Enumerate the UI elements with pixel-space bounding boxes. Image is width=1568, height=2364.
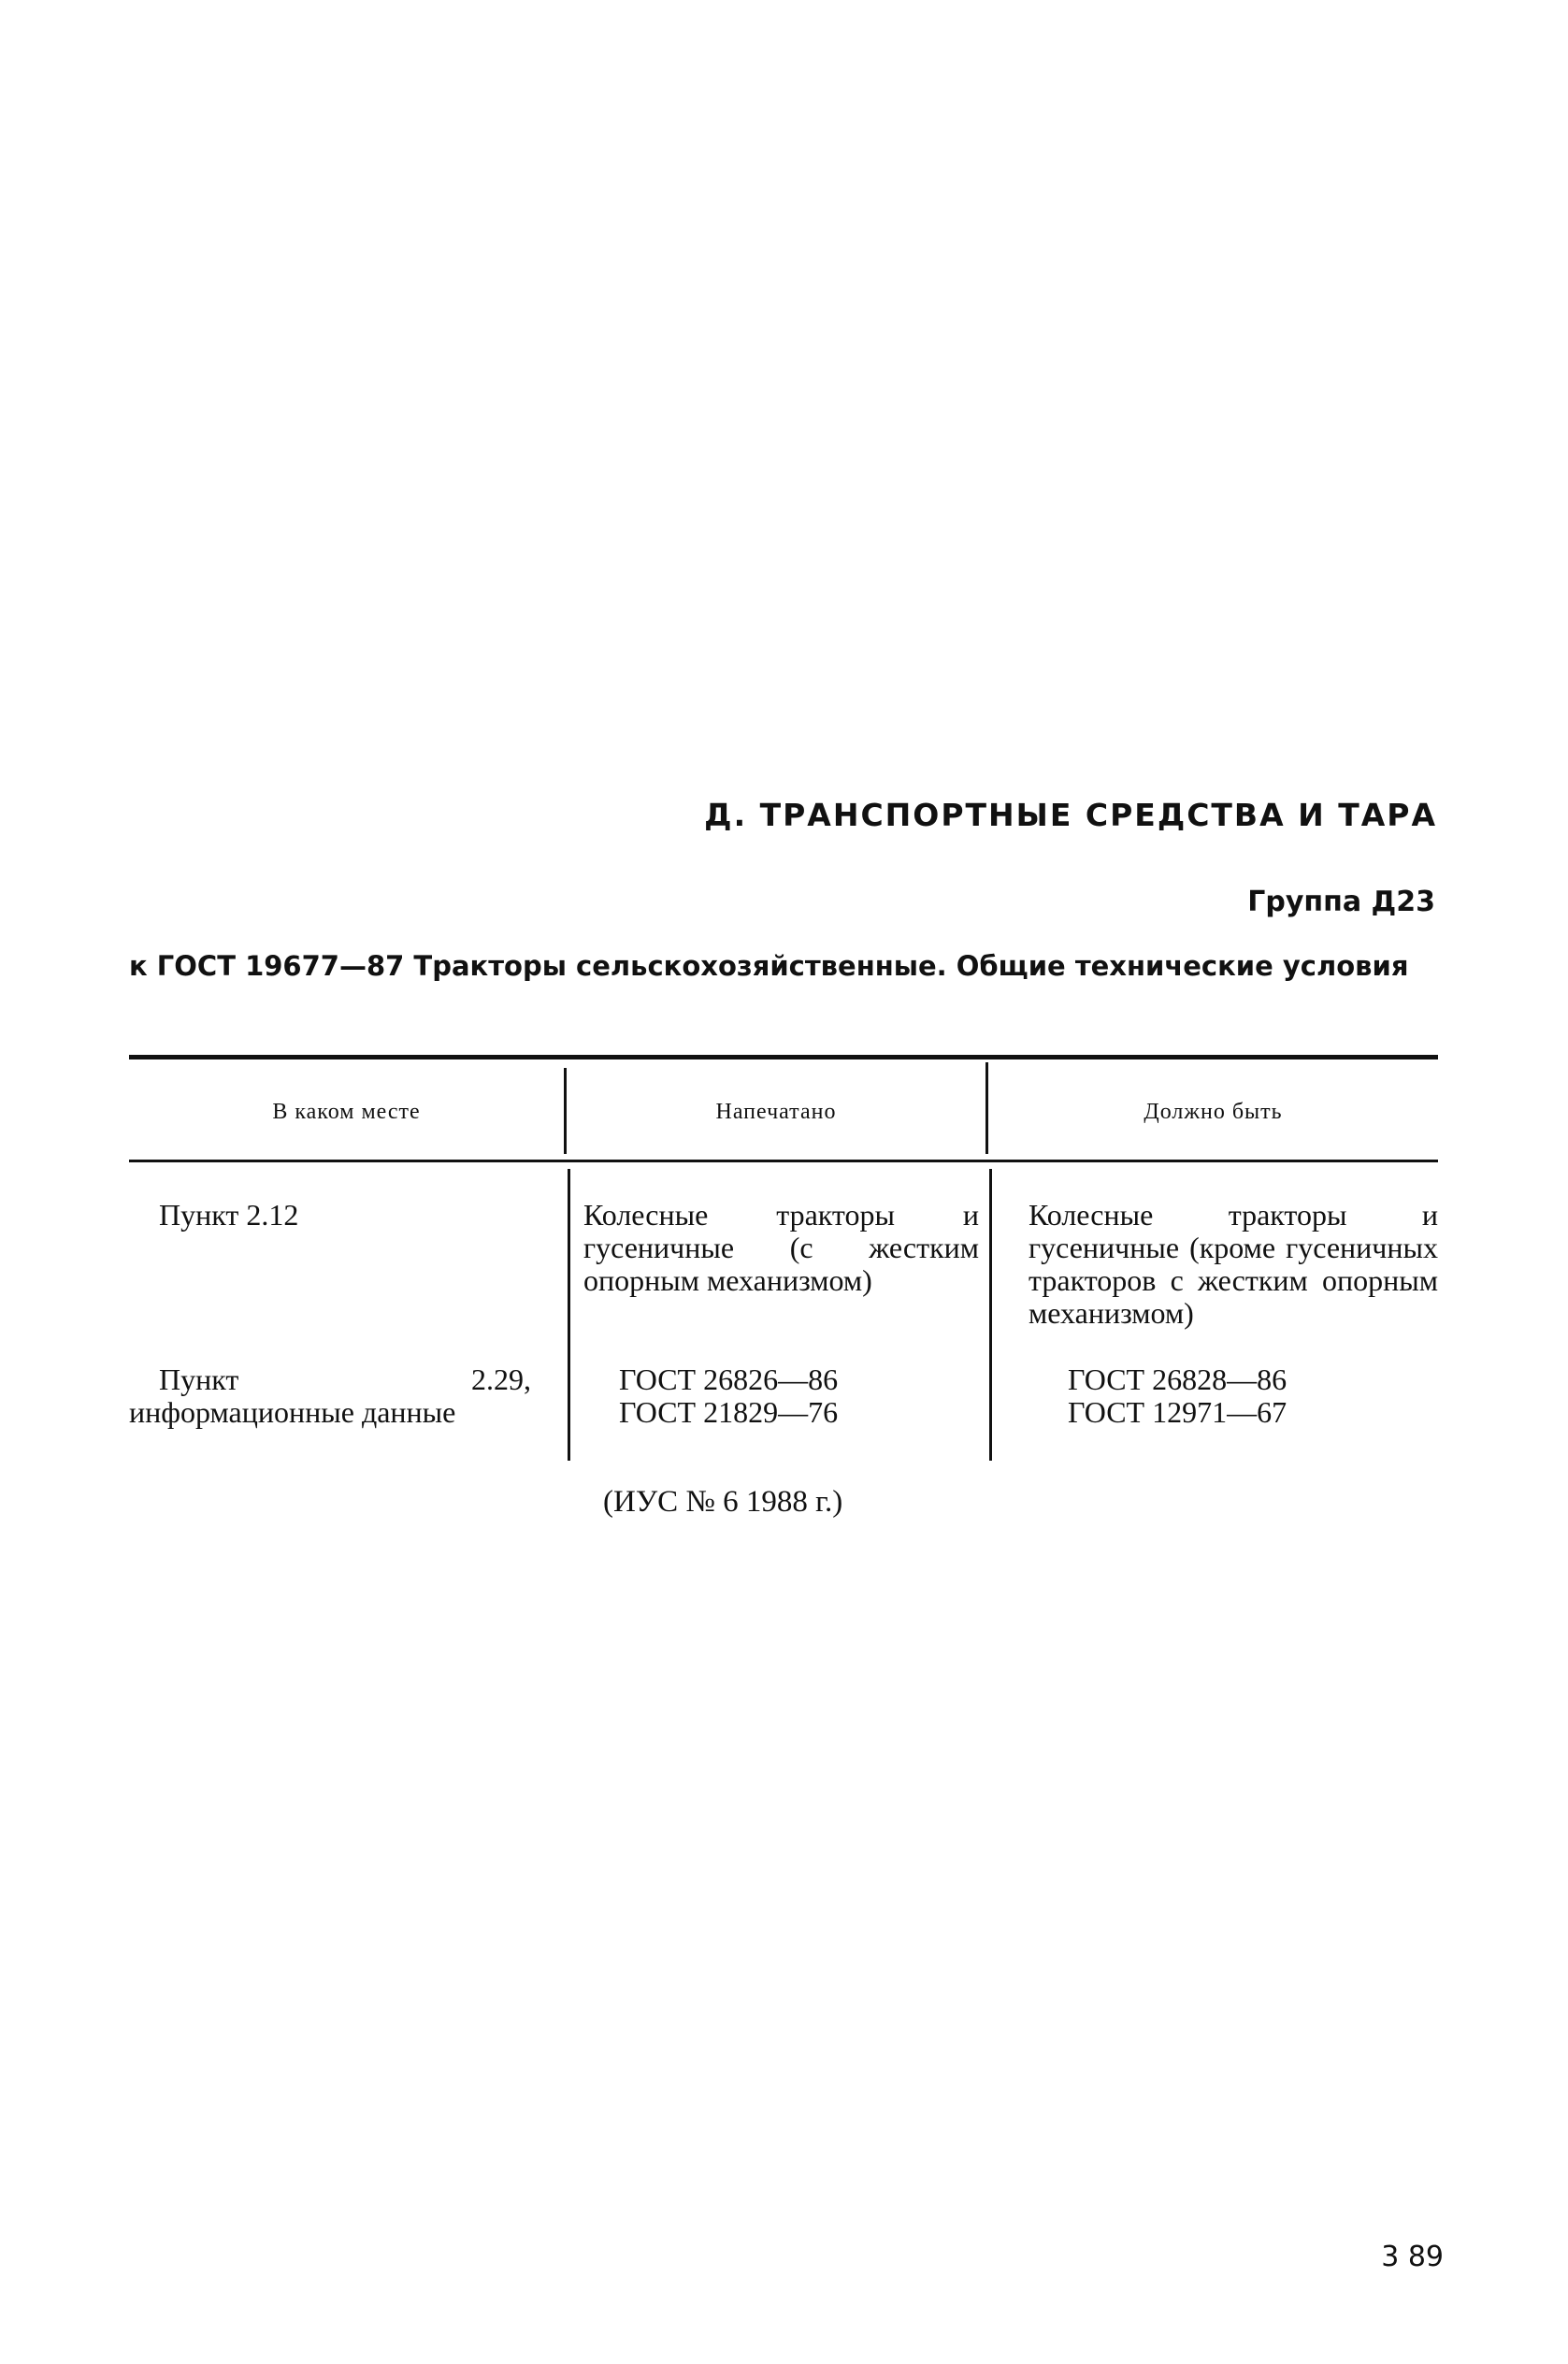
table-top-rule <box>129 1055 1438 1059</box>
body-column-divider <box>568 1169 570 1461</box>
cell-line: ГОСТ 21829—76 <box>619 1395 839 1429</box>
cell-should-be: Колесные тракторы и гусеничные (кроме гусеничных тракторов с жестким опорным механизмом) <box>1029 1198 1438 1330</box>
source-reference: (ИУС № 6 1988 г.) <box>603 1485 843 1519</box>
section-title: Д. ТРАНСПОРТНЫЕ СРЕДСТВА И ТАРА <box>704 797 1437 833</box>
table-header-place: В каком месте <box>272 1100 421 1124</box>
cell-line: ГОСТ 26828—86 <box>1068 1362 1287 1396</box>
group-code: Группа Д23 <box>1247 886 1435 918</box>
cell-place: Пункт 2.12 <box>159 1198 299 1232</box>
cell-line: ГОСТ 12971—67 <box>1068 1395 1287 1429</box>
header-column-divider <box>985 1062 988 1154</box>
cell-printed <box>619 1363 838 1429</box>
table-header-rule <box>129 1160 1438 1162</box>
page-number: 3 89 <box>1381 2241 1444 2273</box>
cell-place: Пункт 2.29, информационные данные <box>129 1362 531 1429</box>
table-header-printed: Напечатано <box>715 1100 837 1124</box>
cell-should-be <box>1068 1363 1287 1429</box>
header-column-divider <box>564 1068 567 1154</box>
cell-printed: Колесные тракторы и гусеничные (с жестким опорным механизмом) <box>583 1198 979 1297</box>
body-column-divider <box>989 1169 992 1461</box>
cell-line: ГОСТ 26826—86 <box>619 1362 839 1396</box>
document-title: к ГОСТ 19677—87 Тракторы сельскохозяйственные. Общие технические условия <box>129 950 1409 982</box>
table-header-should-be: Должно быть <box>1144 1100 1283 1124</box>
